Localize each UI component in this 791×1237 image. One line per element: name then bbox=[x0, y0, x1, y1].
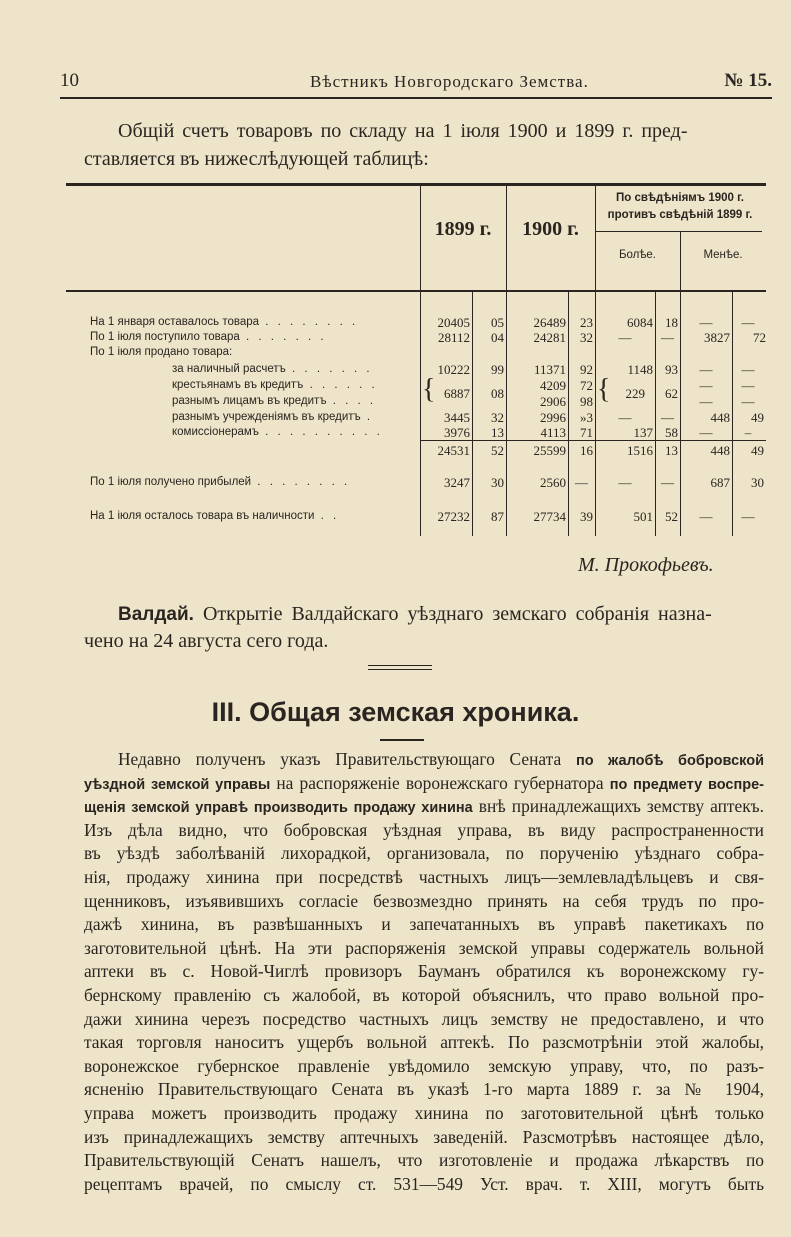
table-header-rule bbox=[66, 290, 766, 292]
cell-1899-kop: 13 bbox=[491, 425, 504, 440]
body-line: дажи хинина черезъ посредство частныхъ лицъ земству не предоставлено, и что bbox=[84, 1008, 764, 1029]
total-1899-kop: 52 bbox=[491, 443, 504, 458]
cell-less-rub: — bbox=[699, 509, 713, 524]
cell-1900-kop: 72 bbox=[580, 378, 593, 393]
row-label: По 1 іюля получено прибылей . . . . . . . . bbox=[90, 476, 351, 488]
cell-1899-rub: 27232 bbox=[437, 509, 470, 524]
total-1900-rub: 25599 bbox=[533, 443, 566, 458]
table-top-rule bbox=[66, 183, 766, 186]
cell-1900-rub: 11371 bbox=[533, 362, 566, 377]
cell-1899-rub: 3445 bbox=[444, 410, 470, 425]
cell-less-rub: 448 bbox=[710, 410, 730, 425]
signature: М. Прокофьевъ. bbox=[578, 554, 714, 576]
cell-1900-kop: 98 bbox=[580, 394, 593, 409]
body-line: щенниковъ, изъявившихъ согласіе безвозмездно принять на себя трудъ по про- bbox=[84, 890, 764, 911]
body-line: Правительствующій Сенатъ нашелъ, что изготовленіе и продажа лѣкарствъ по bbox=[84, 1150, 764, 1171]
cell-more-merged-rub: 229 bbox=[625, 386, 645, 401]
cell-more-rub: 1148 bbox=[627, 362, 653, 377]
cell-1899-rub: 3247 bbox=[444, 475, 470, 490]
body-line: управа можетъ производить продажу хинина по заготовительной цѣнѣ только bbox=[84, 1102, 764, 1123]
cell-less-kop: 72 bbox=[753, 330, 766, 345]
cell-more-rub: 137 bbox=[633, 425, 653, 440]
cell-less-kop: — bbox=[741, 315, 755, 330]
body-text bbox=[84, 748, 764, 1196]
brace-left: { bbox=[597, 374, 611, 405]
header-1899: 1899 г. bbox=[434, 218, 492, 240]
cell-more-rub: 6084 bbox=[627, 315, 653, 330]
cell-1900-kop: 23 bbox=[580, 315, 593, 330]
cell-less-kop: 49 bbox=[751, 410, 764, 425]
body-line: такая торговля наноситъ ущербъ вольной аптекѣ. По разсмотрѣніи этой жалобы, bbox=[84, 1032, 764, 1053]
cell-more-rub: — bbox=[618, 410, 632, 425]
cell-less-rub: — bbox=[699, 362, 713, 377]
cell-1899-rub: 28112 bbox=[437, 330, 470, 345]
cell-more-kop: — bbox=[661, 410, 674, 425]
body-line bbox=[84, 772, 764, 796]
issue-number: № 15. bbox=[724, 70, 772, 91]
cell-more-kop: — bbox=[661, 475, 674, 490]
body-line: бернскому правленію съ жалобой, въ которой объяснилъ, что право вольной про- bbox=[84, 984, 764, 1005]
body-line: воронежское губернское правленіе увѣдомило земскую управу, что, по разъ- bbox=[84, 1055, 764, 1076]
header-compare-line-1: По свѣдѣніямъ 1900 г. bbox=[616, 192, 744, 204]
body-line: въ уѣздѣ заболѣваній лихорадкой, организовала, по порученію уѣзднаго собра- bbox=[84, 843, 764, 864]
header-more: Болѣе. bbox=[618, 249, 657, 261]
total-1900-kop: 16 bbox=[580, 443, 593, 458]
cell-less-kop: — bbox=[741, 362, 755, 377]
cell-1900-kop: — bbox=[575, 475, 588, 490]
row-label: На 1 января оставалось товара . . . . . . . . bbox=[90, 316, 359, 328]
body-line: ясненію Правительствующаго Сената въ указѣ 1-го марта 1889 г. за № 1904, bbox=[84, 1079, 764, 1100]
total-less-rub: 448 bbox=[710, 443, 730, 458]
row-label: за наличный расчетъ . . . . . . . bbox=[172, 363, 373, 375]
cell-more-kop: 93 bbox=[665, 362, 678, 377]
row-subheading: По 1 іюля продано товара: bbox=[90, 346, 233, 358]
cell-1900-rub: 2560 bbox=[540, 475, 566, 490]
cell-1899-kop: 30 bbox=[491, 475, 504, 490]
body-line bbox=[84, 795, 764, 819]
row-label: разнымъ лицамъ въ кредитъ . . . . bbox=[172, 395, 377, 407]
row-label: крестьянамъ въ кредитъ . . . . . . bbox=[172, 379, 378, 391]
body-line: дажѣ хинина, въ развѣшанныхъ и запечатанныхъ въ управѣ пакетикахъ по bbox=[84, 914, 764, 935]
cell-1899-kop: 87 bbox=[491, 509, 504, 524]
cell-1900-rub: 2996 bbox=[540, 410, 566, 425]
body-line: нія, продажу хинина при посредствѣ частныхъ лицъ—землевладѣльцевъ и свя- bbox=[84, 866, 764, 887]
cell-1900-kop: 71 bbox=[580, 425, 593, 440]
cell-1900-kop: »3 bbox=[580, 410, 593, 425]
cell-more-kop: 52 bbox=[665, 509, 678, 524]
intro-line-2: ставляется въ нижеслѣдующей таблицѣ: bbox=[84, 148, 429, 170]
cell-less-rub: — bbox=[699, 315, 713, 330]
cell-1899-rub: 3976 bbox=[444, 425, 470, 440]
cell-1900-kop: 32 bbox=[580, 330, 593, 345]
body-bold: щенія земской управѣ производить продажу хинина bbox=[84, 800, 473, 817]
cell-1899-merged-kop: 08 bbox=[491, 386, 504, 401]
header-1900: 1900 г. bbox=[522, 218, 579, 240]
cell-1899-rub: 20405 bbox=[437, 315, 470, 330]
cell-more-merged-kop: 62 bbox=[665, 386, 678, 401]
cell-1900-rub: 2906 bbox=[540, 394, 566, 409]
body-line: рецептамъ врачей, по смыслу ст. 531—549 Уст. врач. т. XIII, могутъ быть bbox=[84, 1173, 764, 1194]
heading-underline bbox=[380, 739, 424, 741]
divider-rule bbox=[368, 665, 432, 666]
running-header bbox=[60, 70, 772, 94]
cell-1899-kop: 99 bbox=[491, 362, 504, 377]
compare-subheader-rule bbox=[595, 231, 762, 232]
cell-less-rub: 3827 bbox=[704, 330, 730, 345]
row-label: На 1 іюля осталось товара въ наличности . . bbox=[90, 510, 340, 522]
cell-1900-rub: 26489 bbox=[533, 315, 566, 330]
header-compare-line-2: противъ свѣдѣній 1899 г. bbox=[607, 209, 753, 221]
body-bold: уѣздной земской управы bbox=[84, 776, 271, 793]
body-line: аптеки въ с. Новой-Чиглѣ провизоръ Бауманъ обратился къ воронежскому гу- bbox=[84, 961, 764, 982]
cell-1900-rub: 4113 bbox=[540, 425, 566, 440]
cell-less-kop: — bbox=[741, 509, 755, 524]
cell-more-rub: — bbox=[618, 330, 632, 345]
total-less-kop: 49 bbox=[751, 443, 764, 458]
row-label: комиссіонерамъ . . . . . . . . . . bbox=[172, 426, 383, 438]
brace-left: { bbox=[422, 374, 436, 405]
cell-less-kop: — bbox=[741, 378, 755, 393]
goods-table bbox=[66, 183, 766, 543]
cell-less-rub: — bbox=[699, 394, 713, 409]
body-span: внѣ принадлежащихъ земству аптекъ. bbox=[478, 796, 764, 817]
cell-more-kop: 58 bbox=[665, 425, 678, 440]
cell-less-kop: 30 bbox=[751, 475, 764, 490]
body-line: Изъ дѣла видно, что бобровская уѣздная управа, въ виду распространенности bbox=[84, 819, 764, 840]
cell-more-rub: 501 bbox=[633, 509, 653, 524]
cell-less-rub: — bbox=[699, 425, 713, 440]
header-less: Менѣе. bbox=[703, 249, 743, 261]
intro-line-1: Общій счетъ товаровъ по складу на 1 іюля 1900 и 1899 г. пред- bbox=[118, 120, 688, 142]
divider-rule bbox=[368, 669, 432, 670]
journal-title: Вѣстникъ Новгородскаго Земства. bbox=[310, 72, 589, 91]
cell-1899-rub: 10222 bbox=[437, 362, 470, 377]
body-line: изъ принадлежащихъ земству аптечныхъ заведеній. Разсмотрѣвъ настоящее дѣло, bbox=[84, 1126, 764, 1147]
valdai-lead: Валдай. bbox=[118, 604, 194, 625]
body-span: Недавно полученъ указъ Правительствующаго Сената bbox=[118, 749, 562, 769]
page-number: 10 bbox=[60, 70, 79, 91]
total-1899-rub: 24531 bbox=[437, 443, 470, 458]
cell-1900-rub: 4209 bbox=[540, 378, 566, 393]
row-label: разнымъ учрежденіямъ въ кредитъ . bbox=[172, 411, 374, 423]
valdai-text: Открытіе Валдайскаго уѣзднаго земскаго собранія назна- bbox=[202, 603, 712, 625]
cell-more-kop: — bbox=[661, 330, 674, 345]
cell-1900-rub: 27734 bbox=[533, 509, 566, 524]
body-bold: по предмету воспре- bbox=[609, 776, 764, 793]
total-more-rub: 1516 bbox=[627, 443, 653, 458]
cell-more-kop: 18 bbox=[665, 315, 678, 330]
valdai-line-1 bbox=[118, 600, 712, 629]
cell-1899-kop: 04 bbox=[491, 330, 504, 345]
cell-less-rub: 687 bbox=[710, 475, 730, 490]
cell-less-kop: – bbox=[744, 425, 752, 440]
valdai-line-2: чено на 24 августа сего года. bbox=[84, 630, 329, 652]
cell-1899-kop: 32 bbox=[491, 410, 504, 425]
section-heading: III. Общая земская хроника. bbox=[211, 697, 580, 727]
cell-1899-merged-rub: 6887 bbox=[444, 386, 470, 401]
row-label: По 1 іюля поступило товара . . . . . . . bbox=[90, 331, 327, 343]
cell-more-rub: — bbox=[618, 475, 632, 490]
cell-1899-kop: 05 bbox=[491, 315, 504, 330]
total-more-kop: 13 bbox=[665, 443, 678, 458]
cell-1900-kop: 92 bbox=[580, 362, 593, 377]
cell-less-rub: — bbox=[699, 378, 713, 393]
body-span: на распоряженіе воронежскаго губернатора bbox=[276, 772, 604, 793]
cell-1900-kop: 39 bbox=[580, 509, 593, 524]
header-rule bbox=[60, 97, 772, 99]
body-bold: по жалобѣ бобровской bbox=[575, 753, 764, 769]
body-line: заготовительной цѣнѣ. На эти распоряженія земской управы содержатель вольной bbox=[84, 937, 764, 958]
cell-less-kop: — bbox=[741, 394, 755, 409]
body-line bbox=[84, 748, 764, 772]
cell-1900-rub: 24281 bbox=[533, 330, 566, 345]
